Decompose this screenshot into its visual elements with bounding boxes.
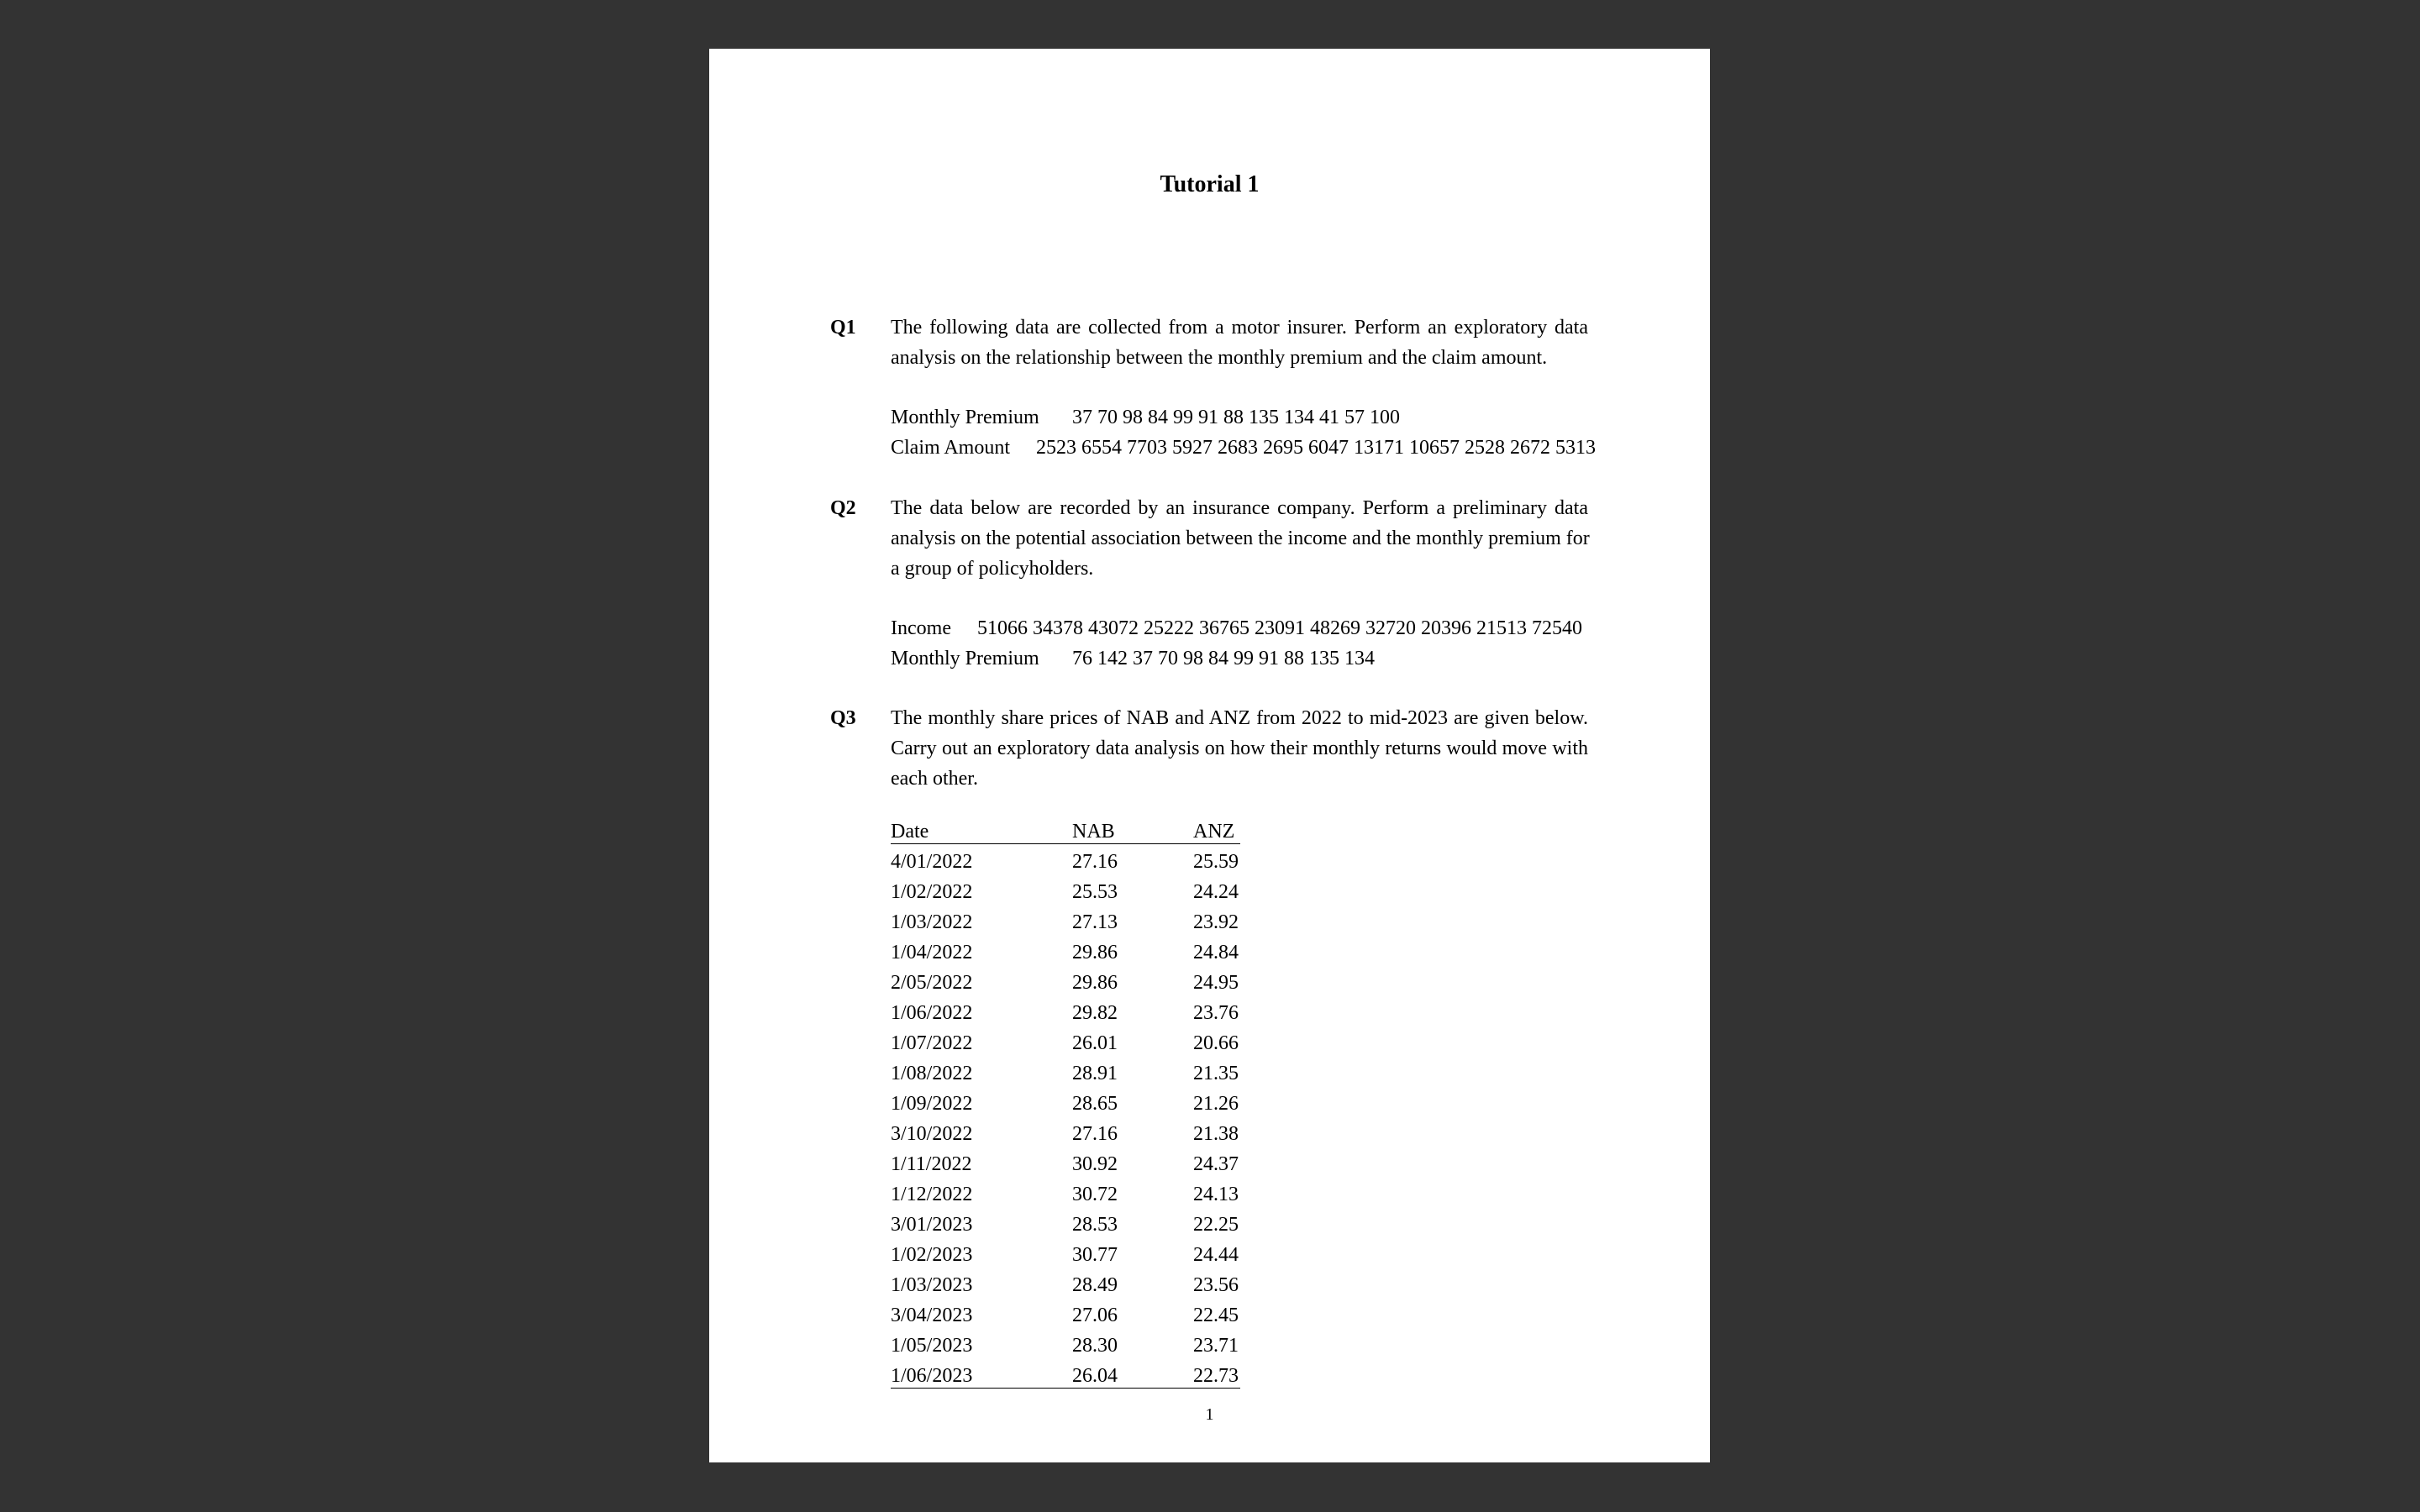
date-cell: 1/06/2023 (891, 1365, 973, 1387)
nab-cell: 28.49 (1072, 1274, 1118, 1296)
q2-premium-values: 76 142 37 70 98 84 99 91 88 135 134 (1072, 648, 1375, 669)
header-rule (891, 843, 1240, 844)
table-row (891, 998, 1240, 1028)
anz-cell: 22.45 (1193, 1305, 1239, 1326)
q2-premium-label: Monthly Premium (891, 648, 1039, 669)
q1-label: Q1 (830, 317, 856, 339)
q1-claim-values: 2523 6554 7703 5927 2683 2695 6047 13171 10657 2528 2672 5313 (1036, 437, 1596, 459)
nab-cell: 28.91 (1072, 1063, 1118, 1084)
anz-cell: 24.37 (1193, 1153, 1239, 1175)
nab-cell: 27.13 (1072, 911, 1118, 933)
q2-text (891, 493, 1588, 584)
nab-cell: 27.06 (1072, 1305, 1118, 1326)
nab-cell: 29.82 (1072, 1002, 1118, 1024)
nab-cell: 27.16 (1072, 851, 1118, 873)
anz-cell: 21.26 (1193, 1093, 1239, 1115)
header-date: Date (891, 821, 929, 843)
document-page (709, 49, 1710, 1462)
date-cell: 1/08/2022 (891, 1063, 973, 1084)
date-cell: 2/05/2022 (891, 972, 973, 994)
anz-cell: 23.71 (1193, 1335, 1239, 1357)
table-body (891, 847, 1240, 1391)
nab-cell: 28.30 (1072, 1335, 1118, 1357)
table-row (891, 1240, 1240, 1270)
date-cell: 1/03/2022 (891, 911, 973, 933)
table-row (891, 847, 1240, 877)
anz-cell: 22.73 (1193, 1365, 1239, 1387)
anz-cell: 21.38 (1193, 1123, 1239, 1145)
q2-line: The data below are recorded by an insurance company. Perform a preliminary data (891, 497, 1588, 519)
table-row (891, 1270, 1240, 1300)
q1-claim-row (891, 433, 1596, 463)
footer-rule (891, 1388, 1240, 1389)
header-nab: NAB (1072, 821, 1115, 843)
nab-cell: 28.65 (1072, 1093, 1118, 1115)
anz-cell: 23.76 (1193, 1002, 1239, 1024)
anz-cell: 23.92 (1193, 911, 1239, 933)
date-cell: 1/12/2022 (891, 1184, 973, 1205)
date-cell: 3/01/2023 (891, 1214, 973, 1236)
nab-cell: 29.86 (1072, 972, 1118, 994)
q1-premium-row (891, 402, 1400, 433)
date-cell: 1/06/2022 (891, 1002, 973, 1024)
nab-cell: 28.53 (1072, 1214, 1118, 1236)
anz-cell: 24.95 (1193, 972, 1239, 994)
table-row (891, 937, 1240, 968)
table-row (891, 907, 1240, 937)
nab-cell: 27.16 (1072, 1123, 1118, 1145)
nab-cell: 26.04 (1072, 1365, 1118, 1387)
q1-premium-label: Monthly Premium (891, 407, 1039, 428)
page-title: Tutorial 1 (1160, 171, 1260, 197)
q3-line: Carry out an exploratory data analysis on how their monthly returns would move with (891, 738, 1588, 759)
q2-income-values: 51066 34378 43072 25222 36765 23091 48269 32720 20396 21513 72540 (977, 617, 1582, 639)
table-row (891, 1089, 1240, 1119)
date-cell: 1/03/2023 (891, 1274, 973, 1296)
table-row (891, 877, 1240, 907)
anz-cell: 25.59 (1193, 851, 1239, 873)
date-cell: 1/05/2023 (891, 1335, 973, 1357)
table-row (891, 1300, 1240, 1331)
header-anz: ANZ (1193, 821, 1235, 843)
nab-cell: 29.86 (1072, 942, 1118, 963)
nab-cell: 26.01 (1072, 1032, 1118, 1054)
q1-claim-label: Claim Amount (891, 437, 1011, 459)
date-cell: 1/07/2022 (891, 1032, 973, 1054)
q2-income-row (891, 613, 1582, 643)
date-cell: 1/11/2022 (891, 1153, 972, 1175)
q3-line: each other. (891, 768, 978, 790)
page-number: 1 (1205, 1405, 1214, 1424)
date-cell: 1/09/2022 (891, 1093, 973, 1115)
anz-cell: 23.56 (1193, 1274, 1239, 1296)
table-row (891, 1331, 1240, 1361)
date-cell: 1/02/2023 (891, 1244, 973, 1266)
table-row (891, 1210, 1240, 1240)
anz-cell: 24.24 (1193, 881, 1239, 903)
q1-line: The following data are collected from a motor insurer. Perform an exploratory data (891, 317, 1588, 339)
table-row (891, 1058, 1240, 1089)
nab-cell: 30.77 (1072, 1244, 1118, 1266)
anz-cell: 22.25 (1193, 1214, 1239, 1236)
q3-line: The monthly share prices of NAB and ANZ from 2022 to mid-2023 are given below. (891, 707, 1588, 729)
q2-income-label: Income (891, 617, 951, 639)
table-row (891, 968, 1240, 998)
date-cell: 1/02/2022 (891, 881, 973, 903)
date-cell: 3/04/2023 (891, 1305, 973, 1326)
q1-line: analysis on the relationship between the monthly premium and the claim amount. (891, 347, 1548, 369)
date-cell: 1/04/2022 (891, 942, 973, 963)
nab-cell: 25.53 (1072, 881, 1118, 903)
table-row (891, 1179, 1240, 1210)
q2-label: Q2 (830, 497, 856, 519)
anz-cell: 24.84 (1193, 942, 1239, 963)
q3-label: Q3 (830, 707, 856, 729)
q2-line: a group of policyholders. (891, 558, 1094, 580)
nab-cell: 30.92 (1072, 1153, 1118, 1175)
table-header-row (891, 816, 1240, 847)
anz-cell: 21.35 (1193, 1063, 1239, 1084)
table-row (891, 1119, 1240, 1149)
table-row (891, 1361, 1240, 1391)
table-row (891, 1149, 1240, 1179)
table-row (891, 1028, 1240, 1058)
date-cell: 3/10/2022 (891, 1123, 973, 1145)
q2-premium-row (891, 643, 1375, 674)
nab-cell: 30.72 (1072, 1184, 1118, 1205)
anz-cell: 20.66 (1193, 1032, 1239, 1054)
q1-text (891, 312, 1588, 373)
q3-text (891, 703, 1588, 794)
anz-cell: 24.13 (1193, 1184, 1239, 1205)
q1-premium-values: 37 70 98 84 99 91 88 135 134 41 57 100 (1072, 407, 1400, 428)
share-price-table (891, 816, 1240, 1391)
anz-cell: 24.44 (1193, 1244, 1239, 1266)
date-cell: 4/01/2022 (891, 851, 973, 873)
q2-line: analysis on the potential association between the income and the monthly premium for (891, 528, 1590, 549)
